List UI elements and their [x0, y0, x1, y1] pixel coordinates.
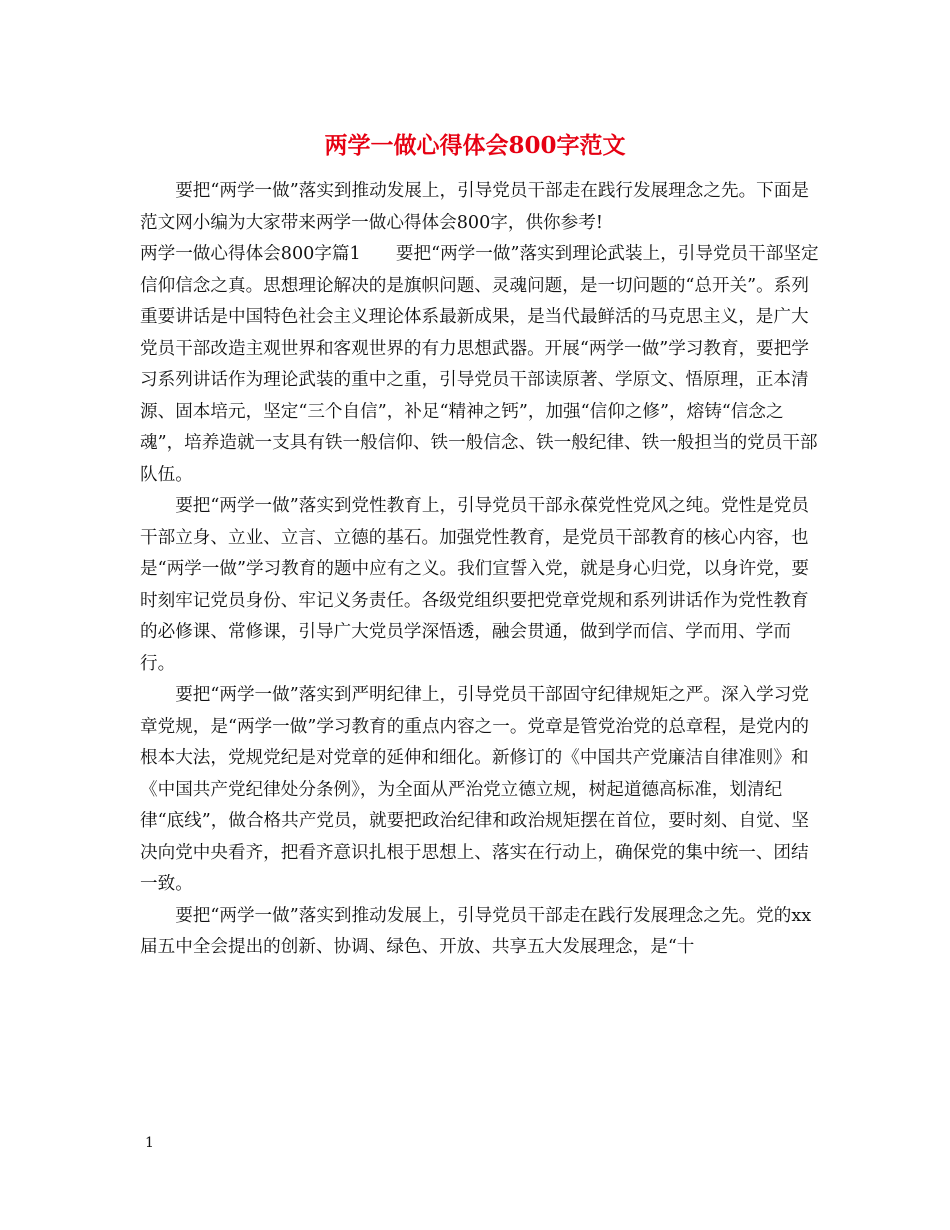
paragraph-2: 要把“两学一做”落实到党性教育上，引导党员干部永葆党性党风之纯。党性是党员干部立身、立业、立言、立德的基石。加强党性教育，是党员干部教育的核心内容，也是“两学一做”学习教育的题中应有之义。我们宣誓入党，就是身心归党，以身许党，要时刻牢记党员身份、牢记义务责任。各级党组织要把党章党规和系列讲话作为党性教育的必修课、常修课，引导广大党员学深悟透，融会贯通，做到学而信、学而用、学而行。: [140, 496, 809, 674]
paragraph-1-text: 要把“两学一做”落实到理论武装上，引导党员干部坚定信仰信念之真。思想理论解决的是旗帜问题、灵魂问题，是一切问题的“总开关”。系列重要讲话是中国特色社会主义理论体系最新成果，是当代最鲜活的马克思主义，是广大党员干部改造主观世界和客观世界的有力思想武器。开展“两学一做”学习教育，要把学习系列讲话作为理论武装的重中之重，引导党员干部读原著、学原文、悟原理，正本清源、固本培元，坚定“三个自信”，补足“精神之钙”，加强“信仰之修”，熔铸“信念之魂”，培养造就一支具有铁一般信仰、铁一般信念、铁一般纪律、铁一般担当的党员干部队伍。: [140, 244, 819, 485]
page-number: 1: [145, 1135, 154, 1151]
paragraph-4: 要把“两学一做”落实到推动发展上，引导党员干部走在践行发展理念之先。党的xx届五中全会提出的创新、协调、绿色、开放、共享五大发展理念，是“十: [140, 905, 812, 957]
document-title: 两学一做心得体会800字范文: [324, 132, 626, 159]
section-heading: 两学一做心得体会800字篇1: [140, 244, 361, 264]
intro-paragraph: 要把“两学一做”落实到推动发展上，引导党员干部走在践行发展理念之先。下面是范文网小编为大家带来两学一做心得体会800字，供你参考!: [140, 181, 809, 233]
document-body: [140, 176, 820, 964]
paragraph-3: 要把“两学一做”落实到严明纪律上，引导党员干部固守纪律规矩之严。深入学习党章党规，是“两学一做”学习教育的重点内容之一。党章是管党治党的总章程，是党内的根本大法，党规党纪是对党章的延伸和细化。新修订的《中国共产党廉洁自律准则》和《中国共产党纪律处分条例》，为全面从严治党立德立规，树起道德高标准，划清纪律“底线”，做合格共产党员，就要把政治纪律和政治规矩摆在首位，要时刻、自觉、坚决向党中央看齐，把看齐意识扎根于思想上、落实在行动上，确保党的集中统一、团结一致。: [140, 685, 809, 894]
section-paragraph-1: [140, 239, 820, 491]
